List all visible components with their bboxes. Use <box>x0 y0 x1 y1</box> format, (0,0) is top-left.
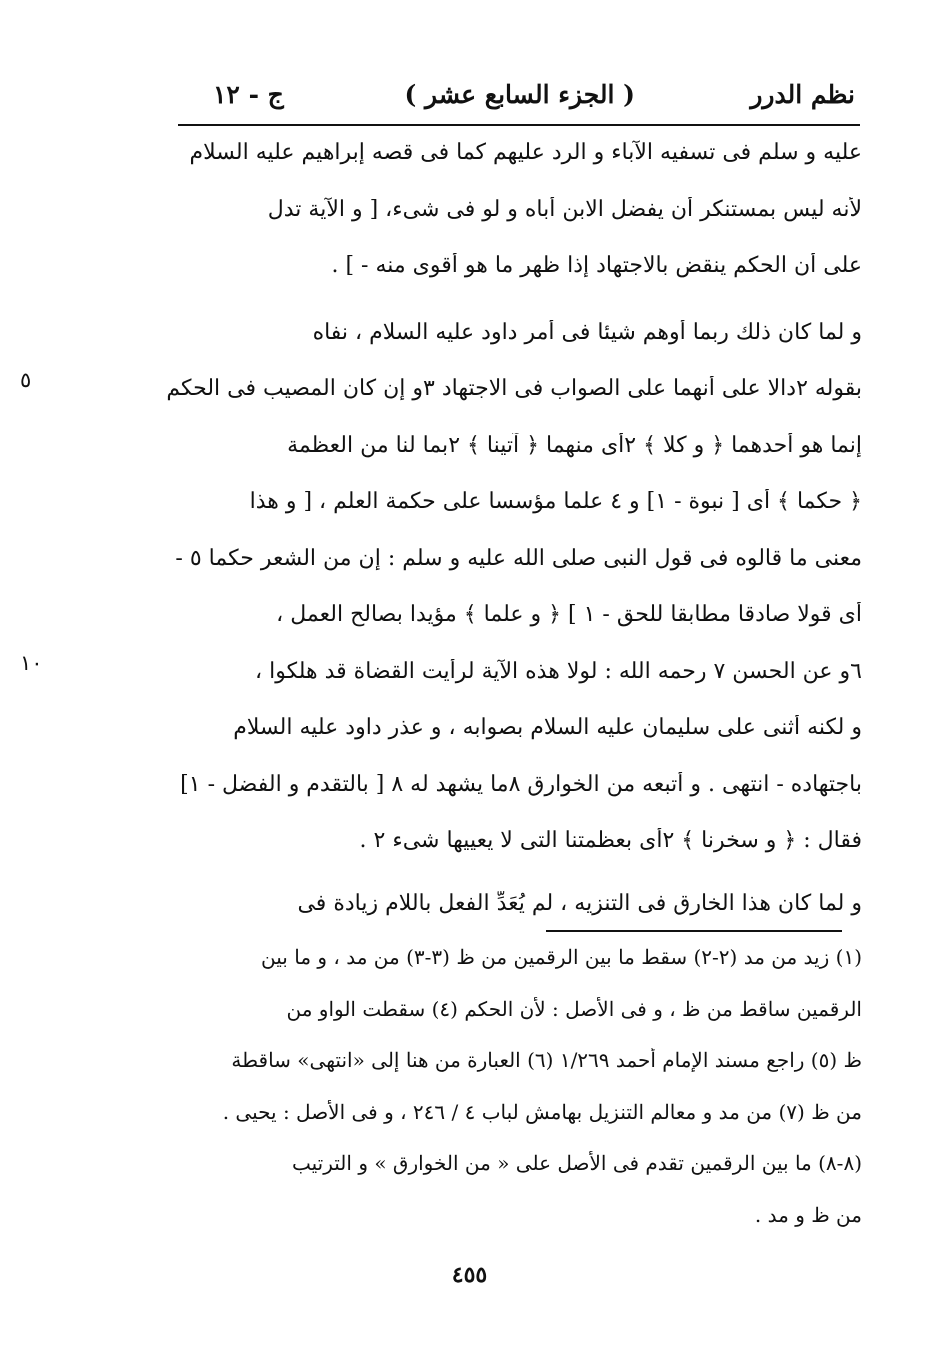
footnote-line-content: (١) زيد من مد (٢-٢) سقط ما بين الرقمين من ظ (٣-٣) من مد ، و ما بين <box>261 945 862 969</box>
text-line-content: و لما كان ذلك ربما أوهم شيئا فى أمر داود عليه السلام ، نفاه <box>312 319 862 345</box>
text-line-content: فقال : ﴿ و سخرنا ﴾ ٢أى بعظمتنا التى لا يعييها شىء ٢ . <box>359 828 862 853</box>
running-header <box>195 74 855 114</box>
footnote-line <box>150 1203 862 1237</box>
text-line <box>150 320 862 356</box>
text-line-content: عليه و سلم فى تسفيه الآباء و الرد عليهم كما فى قصه إبراهيم عليه السلام <box>189 140 862 165</box>
text-line-content: إنما هو أحدهما ﴿ و كلا ﴾ ٢أى منهما ﴿ آتينا ﴾ ٢بما لنا من العظمة <box>287 432 862 458</box>
text-line-content: بقوله ٢دالا على أنهما على الصواب فى الاجتهاد ٣و إن كان المصيب فى الحكم <box>166 376 862 401</box>
footnote-line-content: الرقمين ساقط من ظ ، و فى الأصل : لأن الحكم (٤) سقطت الواو من <box>286 996 862 1021</box>
text-line <box>150 376 862 412</box>
book-title: نظم الدرر <box>750 80 855 109</box>
text-line-content: و لما كان هذا الخارق فى التنزيه ، لم يُعَدِّ الفعل باللام زيادة فى <box>297 890 862 916</box>
part-title: ( الجزء السابع عشر ) <box>404 80 635 109</box>
page-number: ٤٥٥ <box>451 1262 488 1288</box>
text-line <box>150 197 862 233</box>
text-line <box>150 433 862 469</box>
text-line <box>150 546 862 582</box>
text-line <box>150 140 862 176</box>
header-rule <box>178 124 860 126</box>
footnote-line <box>150 1151 862 1185</box>
footnote-rule <box>546 930 842 932</box>
footnote-line-content: ظ (٥) راجع مسند الإمام أحمد ١/٢٦٩ (٦) العبارة من هنا إلى «انتهى» ساقطة <box>231 1048 862 1072</box>
text-line <box>150 602 862 638</box>
footnote-line-content: (٨-٨) ما بين الرقمين تقدم فى الأصل على « من الخوارق » و الترتيب <box>292 1151 862 1175</box>
text-line-content: على أن الحكم ينقض بالاجتهاد إذا ظهر ما هو أقوى منه - ] . <box>331 253 862 278</box>
volume-number: ج - ١٢ <box>213 80 284 109</box>
line-number-marker: ٥ <box>20 368 32 392</box>
text-line-content: باجتهاده - انتهى . و أتبعه من الخوارق ٨ما يشهد له ٨ [ بالتقدم و الفضل - ١] <box>180 771 862 797</box>
footnote-line <box>150 997 862 1031</box>
text-line-content: معنى ما قالوه فى قول النبى صلى الله عليه و سلم : إن من الشعر حكما ٥ - <box>175 545 862 571</box>
text-line <box>150 489 862 525</box>
text-line-content: لأنه ليس بمستنكر أن يفضل الابن أباه و لو فى شىء، [ و الآية تدل <box>267 196 862 222</box>
text-line-content: ﴿ حكما ﴾ أى [ نبوة - ١] و ٤ علما مؤسسا على حكمة العلم ، [ و هذا <box>249 489 862 514</box>
footnote-line <box>150 1100 862 1134</box>
footnote-line <box>150 945 862 979</box>
footnote-line <box>150 1048 862 1082</box>
footnote-line-content: من ظ و مد . <box>754 1202 862 1227</box>
text-line-content: و لكنه أثنى على سليمان عليه السلام بصوابه ، و عذر داود عليه السلام <box>233 715 862 740</box>
text-line-content: أى قولا صادقا مطابقا للحق - ١ ] ﴿ و علما ﴾ مؤيدا بصالح العمل ، <box>276 602 862 627</box>
text-line <box>150 253 862 289</box>
text-line <box>150 772 862 808</box>
footnote-line-content: من ظ (٧) من مد و معالم التنزيل بهامش لباب ٤ / ٢٤٦ ، و فى الأصل : يحيى . <box>222 1099 862 1124</box>
text-line <box>150 715 862 751</box>
text-line <box>150 891 862 927</box>
text-line <box>150 828 862 864</box>
line-number-marker: ١٠ <box>20 650 43 675</box>
text-line <box>150 659 862 695</box>
text-line-content: ٦و عن الحسن ٧ رحمه الله : لولا هذه الآية لرأيت القضاة قد هلكوا ، <box>255 658 862 684</box>
